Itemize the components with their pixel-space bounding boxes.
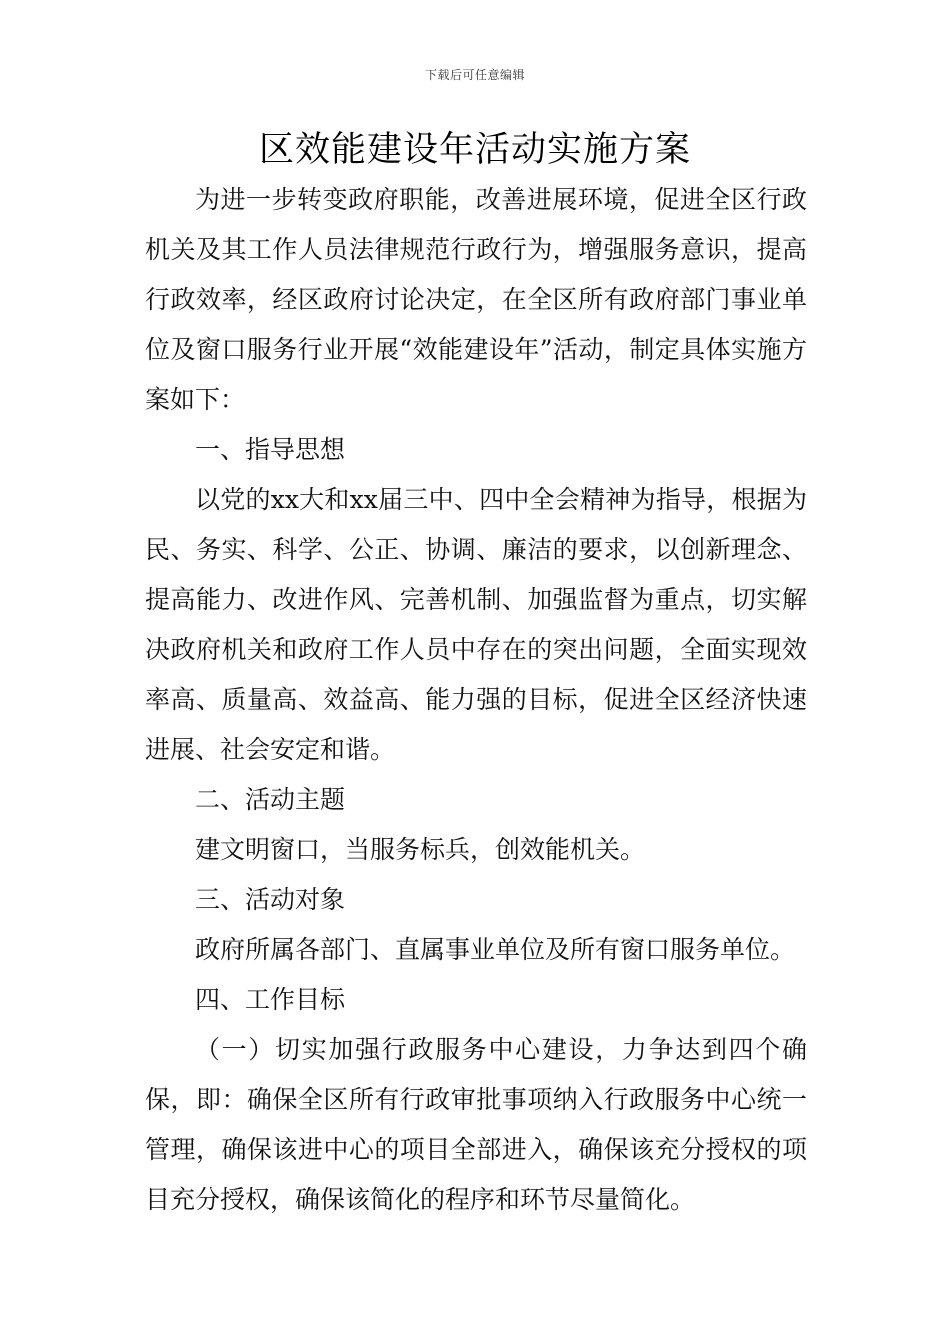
section-heading-activity-theme: 二、活动主题 [195,785,346,814]
document-body [145,175,807,1225]
paragraph-work-goal-1: （一）切实加强行政服务中心建设，力争达到四个确保，即：确保全区所有行政审批事项纳入行政服务中心统一管理，确保该进中心的项目全部进入，确保该充分授权的项目充分授权，确保该简化的程序和环节尽量简化。 [145,1035,807,1214]
section-heading-activity-targets: 三、活动对象 [195,885,346,914]
paragraph-guiding-ideology: 以党的xx大和xx届三中、四中全会精神为指导，根据为民、务实、科学、公正、协调、廉洁的要求，以创新理念、提高能力、改进作风、完善机制、加强监督为重点，切实解决政府机关和政府工作人员中存在的突出问题，全面实现效率高、质量高、效益高、能力强的目标，促进全区经济快速进展、社会安定和谐。 [145,485,807,764]
paragraph-activity-theme: 建文明窗口，当服务标兵，创效能机关。 [195,835,646,864]
section-heading-guiding-ideology: 一、指导思想 [195,435,346,464]
document-title: 区效能建设年活动实施方案 [258,130,691,170]
paragraph-intro: 为进一步转变政府职能，改善进展环境，促进全区行政机关及其工作人员法律规范行政行为，增强服务意识，提高行政效率，经区政府讨论决定，在全区所有政府部门事业单位及窗口服务行业开展“效能建设年”活动，制定具体实施方案如下： [145,185,807,414]
section-heading-work-goals: 四、工作目标 [195,985,346,1014]
paragraph-activity-targets: 政府所属各部门、直属事业单位及所有窗口服务单位。 [195,935,796,964]
page-header-note: 下载后可任意编辑 [424,68,525,82]
